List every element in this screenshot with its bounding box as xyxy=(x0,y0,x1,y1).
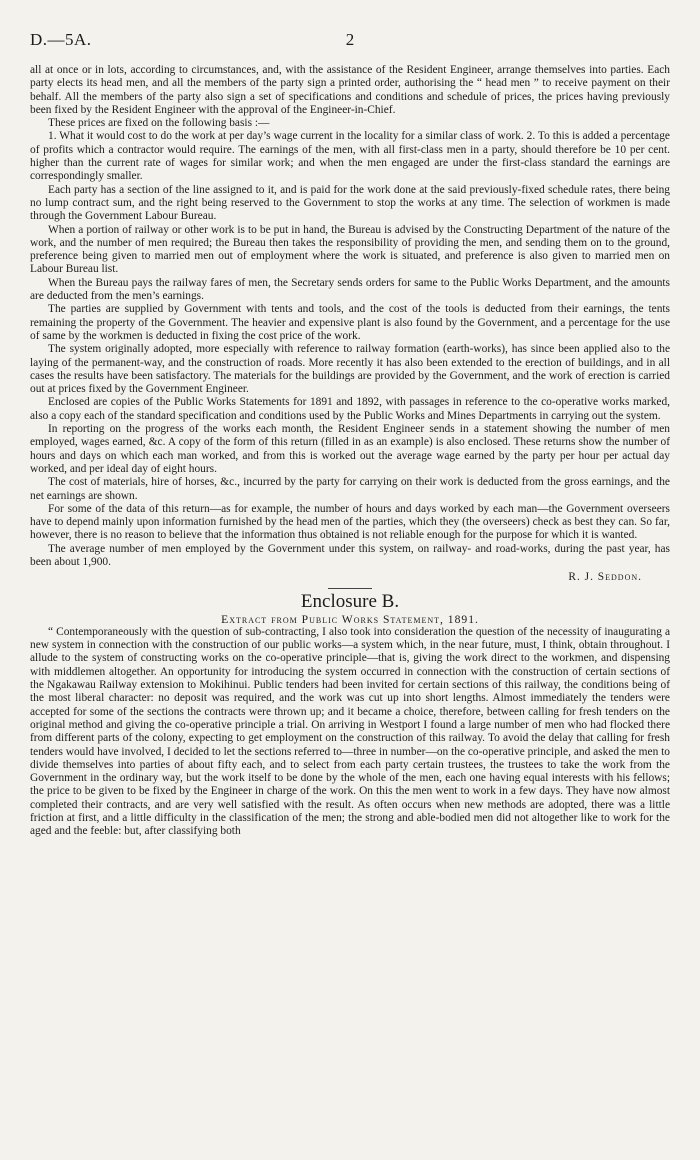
page-number: 2 xyxy=(345,30,355,49)
page-header xyxy=(22,30,678,52)
signature: R. J. Seddon. xyxy=(568,571,642,584)
paragraph: “ Contemporaneously with the question of sub-contracting, I also took into consideration the question of the necessity of inaugurating a new system in connection with the construction of our public works—a system which, in the near future, must, I think, obtain throughout. I allude to the system of constructing works on the co-operative principle—that is, giving the work direct to the workmen, and dispensing with middlemen altogether. An opportunity for introducing the system occurred in connection with the construction of certain sections of the Ngakawau Railway extension to Mokihinui. Public tenders had been invited for certain sections of this railway, the conditions being of the most liberal character: no deposit was required, and the work was cut up into short lengths. Almost immediately the tenders were accepted for some of the sections the contracts were thrown up; and it became a choice, therefore, between calling for fresh tenders on the original method and giving the co-operative principle a trial. On arriving in Westport I found a large number of men who had flocked there from different parts of the colony, expecting to get employment on the construction of this railway. To avoid the delay that calling for fresh tenders would have involved, I decided to let the sections referred to—three in number—on the co-operative principle, and asked the men to divide themselves into parties of about fifty each, and to select from each party certain trustees, the trustees to take the work from the Government in the ordinary way, but the work itself to be done by the whole of the men, each one having equal interests with his fellows; the price to be given to be fixed by the Engineer in charge of the work. On this the men went to work in a few days. They have now almost completed their contracts, and are very well satisfied with the result. As often occurs when new methods are adopted, there was a little friction at first, and a little difficulty in the classification of the men; the strong and able-bodied men did not altogether like to work for the aged and the feeble: but, after classifying both xyxy=(30,625,670,838)
extract-title: Extract from Public Works Statement, 1891. xyxy=(221,612,479,626)
enclosure-title: Enclosure B. xyxy=(300,590,400,612)
paragraph: When a portion of railway or other work is to be put in hand, the Bureau is advised by the Constructing Department of the nature of the work, and the number of men required; the Bureau then takes the responsibility of providing the men, and sending them on to the ground, preference being given to married men out of employment where the work is situated, and preference is also given to married men on Labour Bureau list. xyxy=(30,223,670,276)
paragraph: In reporting on the progress of the works each month, the Resident Engineer sends in a statement showing the number of men employed, wages earned, &c. A copy of the form of this return (filled in as an example) is also enclosed. These returns show the number of hours and days on which each man worked, and from this is worked out the average wage earned by the party per hour per actual day worked, and per ideal day of eight hours. xyxy=(30,423,670,475)
paragraph: Each party has a section of the line assigned to it, and is paid for the work done at the said previously-fixed schedule rates, there being no lump contract sum, and the right being reserved to the Government to stop the works at any time. The selection of workmen is made through the Government Labour Bureau. xyxy=(30,183,670,223)
document-body xyxy=(30,64,670,839)
document-reference: D.—5A. xyxy=(30,30,92,49)
paragraph: The average number of men employed by the Government under this system, on railway- and road-works, during the past year, has been about 1,900. xyxy=(30,542,670,568)
paragraph: 1. What it would cost to do the work at per day’s wage current in the locality for a similar class of work. 2. To this is added a percentage of profits which a contractor would require. The earnings of the men, with all first-class men in a party, should therefore be 10 per cent. higher than the current rate of wages for similar work; and when the men engaged are under the first-class standard the earnings are correspondingly smaller. xyxy=(30,130,670,183)
paragraph: These prices are fixed on the following basis :— xyxy=(48,117,270,130)
divider xyxy=(328,588,372,589)
paragraph: When the Bureau pays the railway fares of men, the Secretary sends orders for same to the Public Works Department, and the amounts are deducted from the men’s earnings. xyxy=(30,276,670,303)
paragraph: The parties are supplied by Government with tents and tools, and the cost of the tools is deducted from their earnings, the tents remaining the property of the Government. The heavier and expensive plant is also found by the Government, and a percentage for the use of same by the workmen is deducted in fixing the cost price of the work. xyxy=(30,303,670,342)
paragraph: For some of the data of this return—as for example, the number of hours and days worked by each man—the Government overseers have to depend mainly upon information furnished by the head men of the parties, which they (the overseers) check as best they can. So far, however, there is no reason to believe that the information thus obtained is not reliable enough for the purpose for which it is wanted. xyxy=(30,502,670,542)
paragraph: The system originally adopted, more especially with reference to railway formation (earth-works), has since been applied also to the laying of the permanent-way, and the construction of roads. More recently it has also been extended to the erection of buildings, and in all cases the results have been satisfactory. The materials for the buildings are provided by the Government, and the work of erection is carried out at prices fixed by the Government Engineer. xyxy=(30,343,670,396)
paragraph: all at once or in lots, according to circumstances, and, with the assistance of the Resident Engineer, arrange themselves into parties. Each party elects its head men, and all the members of the party sign a printed order, authorising the “ head men ” to receive payment on their behalf. All the members of the party also sign a set of specifications and conditions and schedule of prices, the prices having previously been fixed by the Resident Engineer with the approval of the Engineer-in-Chief. xyxy=(30,64,670,116)
paragraph: The cost of materials, hire of horses, &c., incurred by the party for carrying on their work is deducted from the gross earnings, and the net earnings are shown. xyxy=(30,476,670,502)
paragraph: Enclosed are copies of the Public Works Statements for 1891 and 1892, with passages in reference to the co-operative works marked, also a copy each of the standard specification and conditions used by the Public Works and Mines Departments in carrying out the system. xyxy=(30,396,670,422)
